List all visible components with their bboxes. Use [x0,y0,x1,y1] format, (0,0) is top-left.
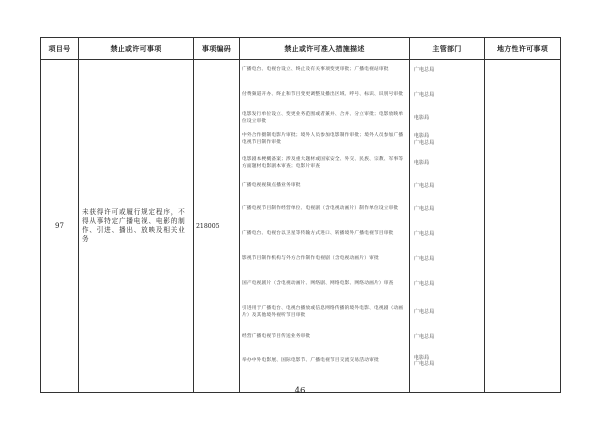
department-item [410,128,484,151]
measure-item: 引进用于广播电台、电视台播放或信息网络传播的境外电影、电视剧（动画片）及其他境外视听节目审批 [242,306,404,318]
page-number: 46 [294,386,306,396]
header-local-permission: 地方性许可事项 [485,38,561,60]
header-measure-description: 禁止或许可准入措施描述 [240,38,410,60]
department-list [410,60,484,392]
department-item [410,109,484,128]
header-item-code: 事项编码 [194,38,240,60]
department-name: 电影局 [414,160,430,167]
header-permission-item: 禁止或许可事项 [79,38,194,60]
department-name: 广电总局 [414,280,435,287]
department-item [410,271,484,297]
department-name: 广电总局 [414,255,435,262]
measure-item: 经营广播电视节目传送业务审批 [242,334,311,340]
permission-item: 未获得许可或履行规定程序，不得从事特定广播电视、电影的制作、引进、播出、放映及相关业务 [79,60,194,393]
department-item [410,197,484,222]
department-name: 广电总局 [414,334,435,341]
measure-item: 电影发行单位设立、变更业务范围或者兼并、合并、分立审批；电影放映单位设立审批 [242,112,404,124]
measure-item: 广播电视节目制作经营单位、电视剧（含电视动画片）制作单位设立审批 [242,206,399,212]
department-item [410,347,484,375]
measure-item: 国产电视剧片（含电视动画片、网络剧、网络电影、网络动画片）审查 [242,280,394,286]
department-item [410,81,484,109]
department-name: 广电总局 [414,309,435,316]
item-code: 218005 [194,60,240,393]
department-item [410,328,484,347]
department-item [410,297,484,328]
department-name: 广电总局 [414,183,435,190]
local-permission [485,60,561,393]
department-name: 广电总局 [414,139,435,146]
measure-item: 广播电视视频点播业务审批 [242,183,301,189]
department-name: 电影局 [414,354,430,361]
measure-item: 广播电台、电视台设立、终止及有关事项变更审批；广播电视站审批 [242,67,389,73]
department-name: 广电总局 [414,206,435,213]
header-item-number: 项目号 [41,38,79,60]
department-item [410,176,484,197]
table-header-row [41,38,561,60]
measure-item: 举办中外电影展、国际电影节、广播电视节目交流交易活动审批 [242,357,379,363]
permission-table [40,37,561,393]
department-item [410,151,484,176]
department-name: 广电总局 [414,91,435,98]
measure-item: 影视节目制作机构与外方合作制作电视剧（含电视动画片）审批 [242,255,379,261]
measure-list [240,60,409,392]
department-name: 广电总局 [414,361,435,367]
measure-item: 电影剧本梗概备案；涉及重大题材或国家安全、外交、民族、宗教、军事等方面题材电影剧本审查；电影片审查 [242,157,404,169]
measure-item: 广播电台、电视台以卫星等传输方式进口、转播境外广播电视节目审批 [242,231,394,237]
department-name: 广电总局 [414,67,435,74]
measure-list-cell [240,60,410,393]
department-name: 电影局 [414,115,430,122]
header-department: 主管部门 [410,38,485,60]
table-row [41,60,561,393]
item-number: 97 [41,60,79,393]
department-item [410,222,484,247]
measure-item: 付费频道开办、终止和节目变更调整及播出区域、呼号、标识、识别号审批 [242,91,404,97]
department-item [410,247,484,271]
measure-item: 中外合作摄制电影片审批；境外人员参加电影制作审批；境外人员参加广播电视节目制作审批 [242,133,404,145]
department-list-cell [410,60,485,393]
department-name: 广电总局 [414,231,435,238]
department-name: 电影局 [414,133,430,140]
department-item [410,60,484,81]
